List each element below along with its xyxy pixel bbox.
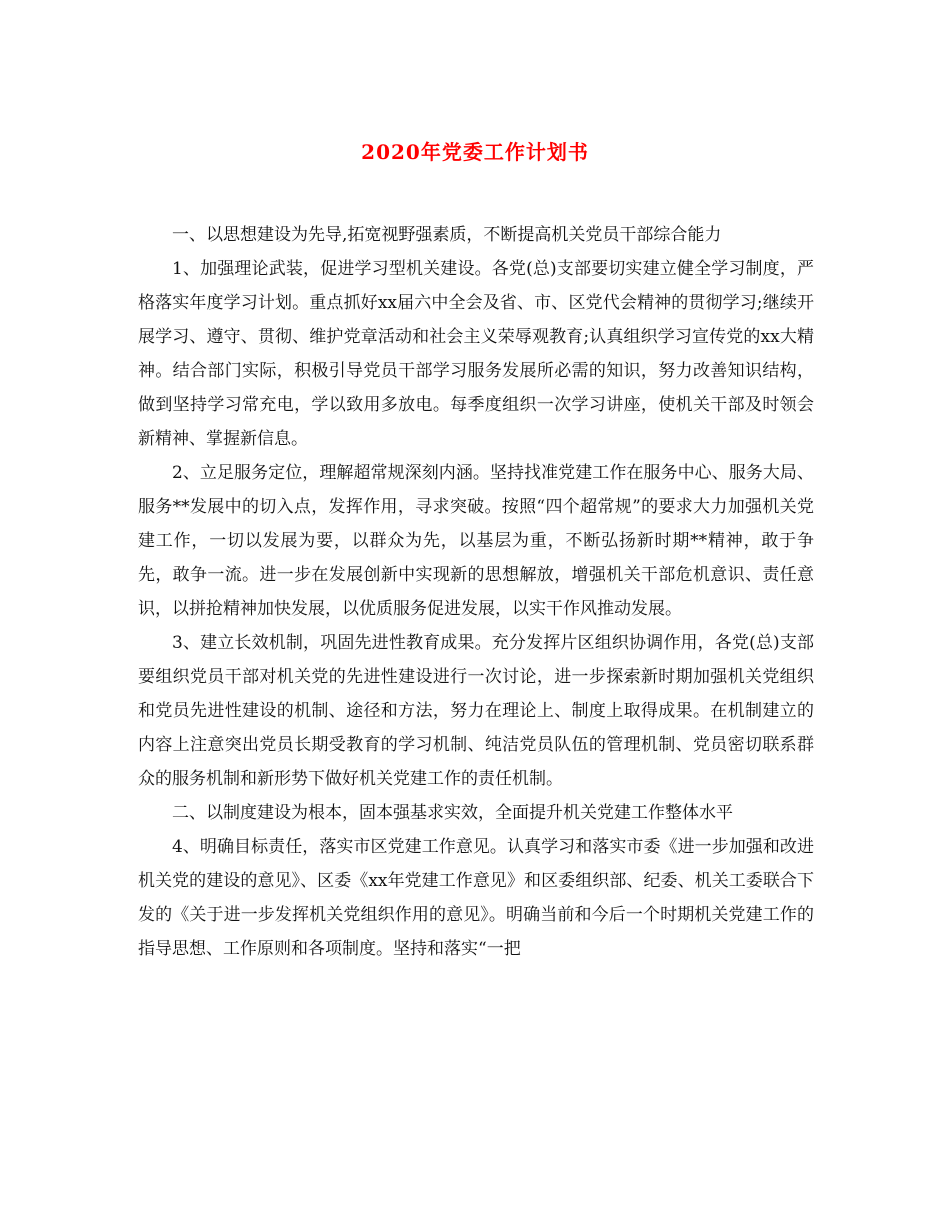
section-heading-2: 二、以制度建设为根本，固本强基求实效，全面提升机关党建工作整体水平	[172, 803, 733, 823]
paragraph-1: 1、加强理论武装，促进学习型机关建设。各党(总)支部要切实建立健全学习制度，严格落实年度学习计划。重点抓好xx届六中全会及省、市、区党代会精神的贯彻学习;继续开展学习、遵守、贯彻、维护党章活动和社会主义荣辱观教育;认真组织学习宣传党的xx大精神。结合部门实际，积极引导党员干部学习服务发展所必需的知识，努力改善知识结构，做到坚持学习常充电，学以致用多放电。每季度组织一次学习讲座，使机关干部及时领会新精神、掌握新信息。	[138, 259, 814, 449]
document-title: 2020年党委工作计划书	[361, 140, 589, 164]
document-body	[138, 218, 814, 966]
paragraph-3: 3、建立长效机制，巩固先进性教育成果。充分发挥片区组织协调作用，各党(总)支部要组织党员干部对机关党的先进性建设进行一次讨论，进一步探索新时期加强机关党组织和党员先进性建设的机制、途径和方法，努力在理论上、制度上取得成果。在机制建立的内容上注意突出党员长期受教育的学习机制、纯洁党员队伍的管理机制、党员密切联系群众的服务机制和新形势下做好机关党建工作的责任机制。	[138, 633, 814, 789]
paragraph-4: 4、明确目标责任，落实市区党建工作意见。认真学习和落实市委《进一步加强和改进机关党的建设的意见》、区委《xx年党建工作意见》和区委组织部、纪委、机关工委联合下发的《关于进一步发挥机关党组织作用的意见》。明确当前和今后一个时期机关党建工作的指导思想、工作原则和各项制度。坚持和落实“一把	[138, 837, 814, 959]
section-heading-1: 一、以思想建设为先导,拓宽视野强素质，不断提高机关党员干部综合能力	[172, 225, 722, 245]
paragraph-2: 2、立足服务定位，理解超常规深刻内涵。坚持找准党建工作在服务中心、服务大局、服务**发展中的切入点，发挥作用，寻求突破。按照“四个超常规”的要求大力加强机关党建工作，一切以发展为要，以群众为先，以基层为重，不断弘扬新时期**精神，敢于争先，敢争一流。进一步在发展创新中实现新的思想解放，增强机关干部危机意识、责任意识，以拼抢精神加快发展，以优质服务促进发展，以实干作风推动发展。	[138, 463, 814, 619]
